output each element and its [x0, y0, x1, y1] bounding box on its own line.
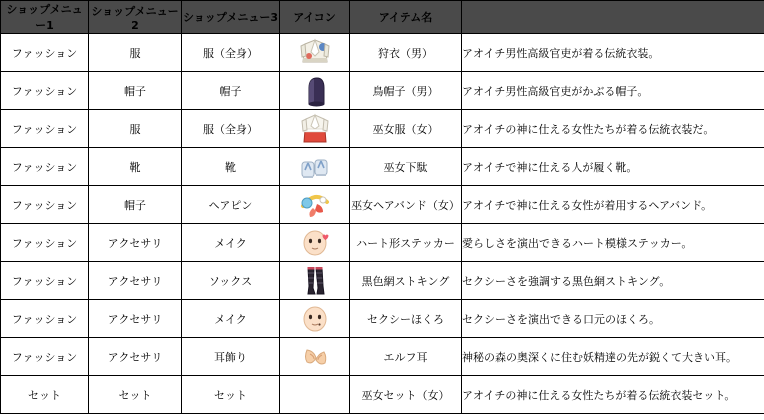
cell-shop-menu-3: 帽子 [182, 72, 280, 110]
cell-shop-menu-3: ヘアピン [182, 186, 280, 224]
table-row [1, 300, 764, 338]
cell-description: アオイチで神に仕える人が履く靴。 [462, 148, 764, 186]
cell-icon [280, 72, 350, 110]
cell-item-name: エルフ耳 [350, 338, 462, 376]
cell-shop-menu-1: ファッション [1, 110, 89, 148]
cell-shop-menu-1: ファッション [1, 72, 89, 110]
cell-icon-empty [280, 376, 350, 414]
cell-item-name: 鳥帽子（男） [350, 72, 462, 110]
table-body [1, 34, 764, 414]
hunting-robe-icon [293, 36, 337, 70]
sexy-mole-face-icon [293, 302, 337, 336]
cell-icon [280, 110, 350, 148]
cell-description: アオイチの神に仕える女性たちが着る伝統衣装だ。 [462, 110, 764, 148]
column-header-icon: アイコン [280, 1, 350, 34]
column-header-shop-menu-1: ショップメニュー1 [1, 1, 89, 34]
cell-shop-menu-1: ファッション [1, 338, 89, 376]
cell-shop-menu-2: 服 [89, 34, 182, 72]
cell-icon [280, 338, 350, 376]
cell-shop-menu-2: アクセサリ [89, 262, 182, 300]
miko-outfit-icon [293, 112, 337, 146]
cell-description: アオイチ男性高級官吏がかぶる帽子。 [462, 72, 764, 110]
cell-shop-menu-3: 服（全身） [182, 34, 280, 72]
cell-icon [280, 262, 350, 300]
cell-icon [280, 186, 350, 224]
table-row [1, 186, 764, 224]
cell-shop-menu-2: アクセサリ [89, 300, 182, 338]
black-fishnet-stockings-icon [293, 264, 337, 298]
cell-shop-menu-3: セット [182, 376, 280, 414]
cell-item-name: ハート形ステッカー [350, 224, 462, 262]
cell-description: 神秘の森の奥深くに住む妖精達の先が鋭くて大きい耳。 [462, 338, 764, 376]
cell-item-name: 巫女ヘアバンド（女） [350, 186, 462, 224]
cell-shop-menu-3: ソックス [182, 262, 280, 300]
heart-sticker-face-icon [293, 226, 337, 260]
cell-description: アオイチで神に仕える女性が着用するヘアバンド。 [462, 186, 764, 224]
column-header-item-name: アイテム名 [350, 1, 462, 34]
cell-shop-menu-2: 靴 [89, 148, 182, 186]
cell-shop-menu-2: 服 [89, 110, 182, 148]
miko-hairband-icon [293, 188, 337, 222]
cell-item-name: 巫女セット（女） [350, 376, 462, 414]
cell-shop-menu-2: 帽子 [89, 186, 182, 224]
column-header-shop-menu-2: ショップメニュー2 [89, 1, 182, 34]
cell-shop-menu-1: ファッション [1, 34, 89, 72]
table-row [1, 376, 764, 414]
cell-icon [280, 300, 350, 338]
cell-shop-menu-2: アクセサリ [89, 224, 182, 262]
table-row [1, 34, 764, 72]
table-row [1, 262, 764, 300]
column-header-shop-menu-3: ショップメニュー3 [182, 1, 280, 34]
table-row [1, 224, 764, 262]
cell-icon [280, 148, 350, 186]
table-row [1, 110, 764, 148]
cell-shop-menu-1: ファッション [1, 262, 89, 300]
cell-shop-menu-3: 耳飾り [182, 338, 280, 376]
cell-shop-menu-1: ファッション [1, 148, 89, 186]
cell-icon [280, 34, 350, 72]
cell-shop-menu-1: ファッション [1, 186, 89, 224]
cell-shop-menu-2: 帽子 [89, 72, 182, 110]
cell-item-name: 黒色網ストキング [350, 262, 462, 300]
table-header-row [1, 1, 764, 34]
cell-description: 愛らしさを演出できるハート模様ステッカー。 [462, 224, 764, 262]
cell-shop-menu-3: メイク [182, 300, 280, 338]
cell-item-name: 巫女下駄 [350, 148, 462, 186]
cell-shop-menu-2: セット [89, 376, 182, 414]
black-cap-icon [293, 74, 337, 108]
table-row [1, 72, 764, 110]
column-header-description [462, 1, 764, 34]
cell-item-name: 巫女服（女） [350, 110, 462, 148]
elf-ears-icon [293, 340, 337, 374]
cell-description: アオイチの神に仕える女性たちが着る伝統衣装セット。 [462, 376, 764, 414]
cell-shop-menu-3: 服（全身） [182, 110, 280, 148]
cell-description: セクシーさを演出できる口元のほくろ。 [462, 300, 764, 338]
table-row [1, 148, 764, 186]
cell-shop-menu-3: メイク [182, 224, 280, 262]
cell-shop-menu-1: セット [1, 376, 89, 414]
cell-icon [280, 224, 350, 262]
geta-sandals-icon [293, 150, 337, 184]
cell-shop-menu-2: アクセサリ [89, 338, 182, 376]
table-row [1, 338, 764, 376]
cell-item-name: セクシーほくろ [350, 300, 462, 338]
cell-shop-menu-3: 靴 [182, 148, 280, 186]
table-header [1, 1, 764, 34]
cell-shop-menu-1: ファッション [1, 224, 89, 262]
cell-description: セクシーさを強調する黒色網ストキング。 [462, 262, 764, 300]
cell-description: アオイチ男性高級官吏が着る伝統衣装。 [462, 34, 764, 72]
cell-shop-menu-1: ファッション [1, 300, 89, 338]
cell-item-name: 狩衣（男） [350, 34, 462, 72]
